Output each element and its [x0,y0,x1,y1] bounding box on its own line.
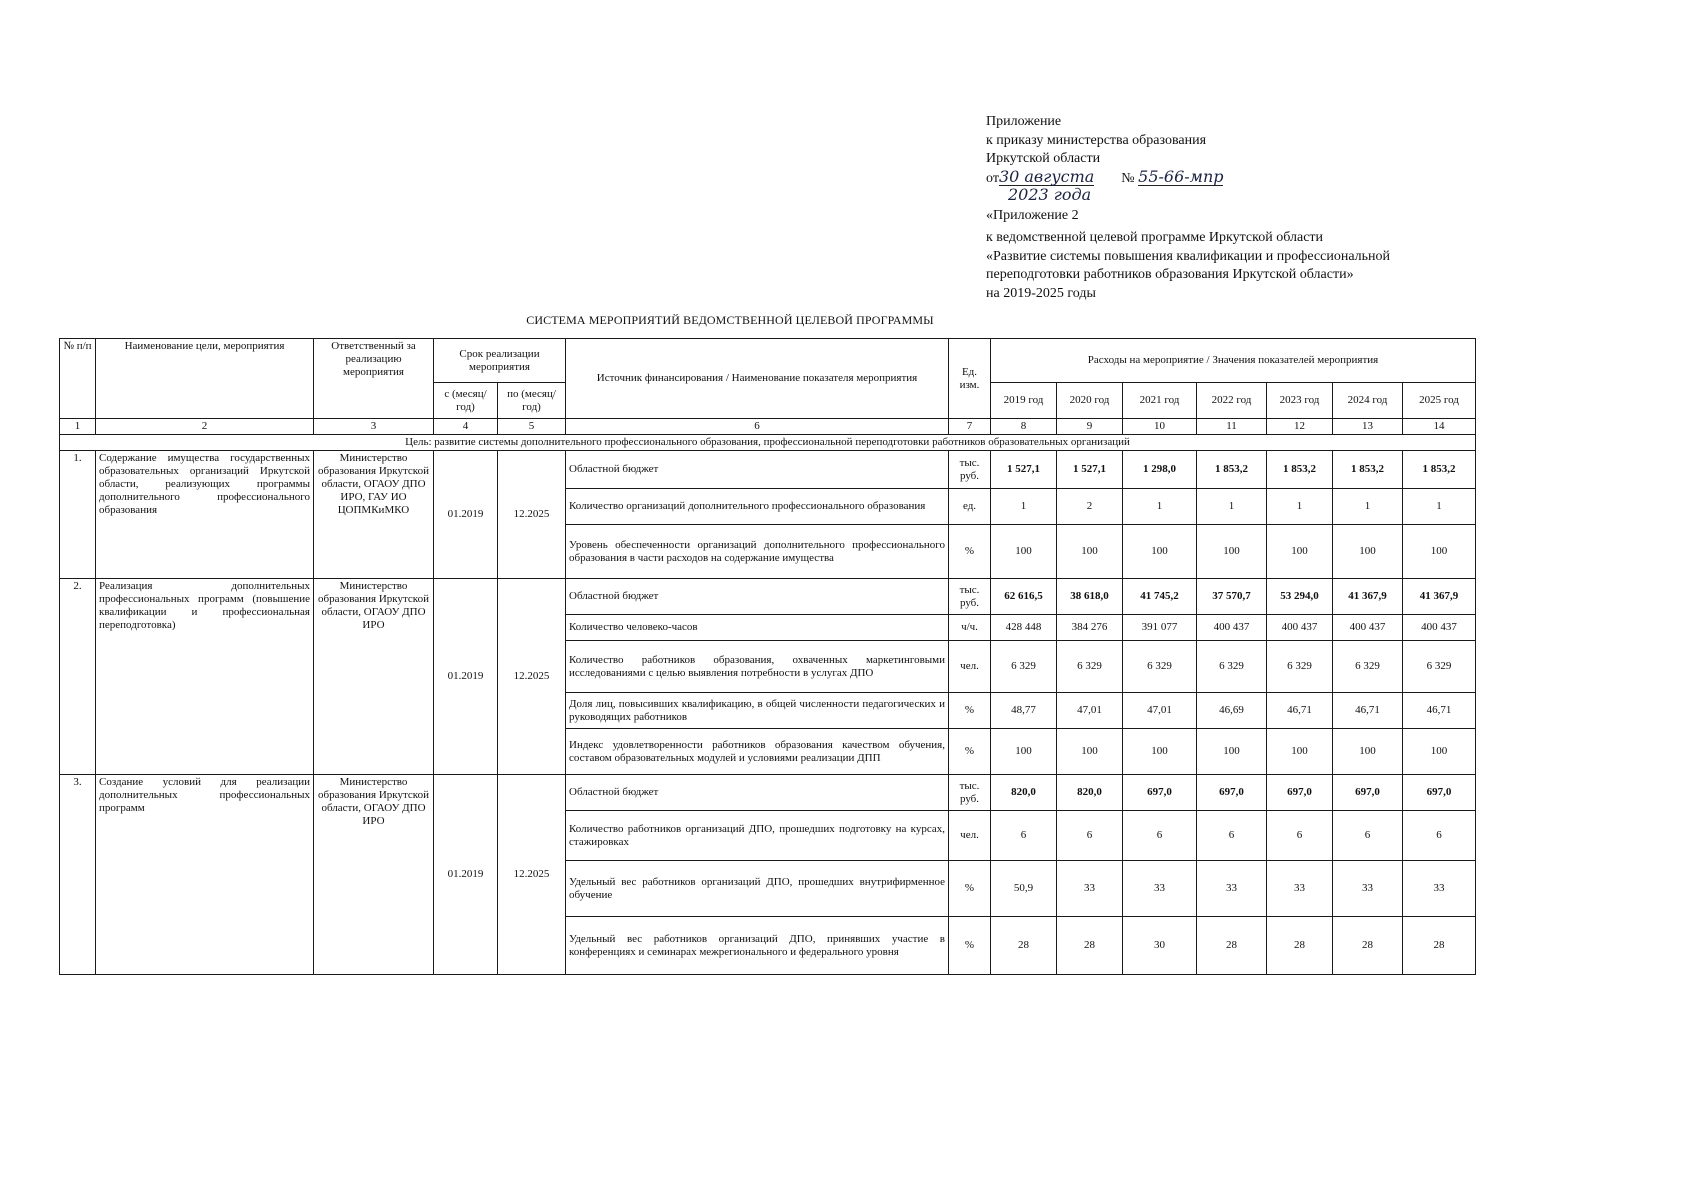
event-number: 2. [60,579,96,775]
col-number: 2 [96,419,314,435]
order-year-line [986,184,1506,207]
indicator-value: 1 [1267,489,1333,525]
indicator-value: 33 [1057,861,1123,917]
col-head-expenses: Расходы на мероприятие / Значения показателей мероприятия [991,339,1476,383]
indicator-value: 1 [1333,489,1403,525]
indicator-value: 47,01 [1123,693,1197,729]
indicator-value: 6 [1123,811,1197,861]
indicator-unit: тыс. руб. [949,775,991,811]
order-date-handwritten: 30 августа [998,166,1095,186]
indicator-value: 6 329 [1403,641,1476,693]
col-number: 8 [991,419,1057,435]
indicator-value: 28 [1267,917,1333,975]
col-head-responsible: Ответственный за реализацию мероприятия [314,339,434,419]
event-name: Создание условий для реализации дополнительных профессиональных программ [96,775,314,975]
indicator-value: 6 329 [1267,641,1333,693]
col-number: 1 [60,419,96,435]
indicator-value: 6 [1403,811,1476,861]
indicator-value: 1 527,1 [991,451,1057,489]
col-number: 10 [1123,419,1197,435]
col-number: 14 [1403,419,1476,435]
appendix2-line-3: «Развитие системы повышения квалификации и профессиональной [986,248,1391,264]
col-head-name: Наименование цели, мероприятия [96,339,314,419]
header-line-appendix: Приложение [986,114,1062,129]
indicator-value: 100 [1267,525,1333,579]
indicator-value: 100 [1123,729,1197,775]
indicator-value: 6 329 [1333,641,1403,693]
indicator-value: 28 [1403,917,1476,975]
col-head-year: 2024 год [1333,383,1403,419]
indicator-value: 41 367,9 [1403,579,1476,615]
header-line-region: Иркутской области [986,151,1101,166]
indicator-value: 384 276 [1057,615,1123,641]
indicator-value: 28 [1057,917,1123,975]
col-number: 3 [314,419,434,435]
event-responsible: Министерство образования Иркутской области, ОГАОУ ДПО ИРО [314,775,434,975]
indicator-value: 697,0 [1267,775,1333,811]
col-head-source: Источник финансирования / Наименование показателя мероприятия [566,339,949,419]
indicator-value: 28 [991,917,1057,975]
indicator-source: Уровень обеспеченности организаций дополнительного профессионального образования в части расходов на содержание имущества [566,525,949,579]
indicator-value: 1 853,2 [1333,451,1403,489]
indicator-source: Индекс удовлетворенности работников образования качеством обучения, составом образовательных модулей и условиями реализации ДПП [566,729,949,775]
event-number: 1. [60,451,96,579]
indicator-value: 47,01 [1057,693,1123,729]
indicator-unit: % [949,693,991,729]
indicator-value: 37 570,7 [1197,579,1267,615]
table-row [60,579,1476,615]
indicator-unit: чел. [949,641,991,693]
col-head-year: 2025 год [1403,383,1476,419]
indicator-value: 697,0 [1197,775,1267,811]
indicator-value: 100 [991,729,1057,775]
indicator-value: 697,0 [1403,775,1476,811]
indicator-value: 46,71 [1333,693,1403,729]
indicator-source: Количество работников образования, охваченных маркетинговыми исследованиями с целью выявления потребности в услугах ДПО [566,641,949,693]
col-head-period: Срок реализации мероприятия [434,339,566,383]
col-head-year: 2020 год [1057,383,1123,419]
indicator-value: 100 [1057,525,1123,579]
indicator-value: 41 367,9 [1333,579,1403,615]
header-row-1 [60,339,1476,383]
events-table [59,338,1476,975]
indicator-source: Количество организаций дополнительного профессионального образования [566,489,949,525]
indicator-value: 400 437 [1197,615,1267,641]
indicator-value: 46,69 [1197,693,1267,729]
indicator-value: 697,0 [1123,775,1197,811]
indicator-source: Областной бюджет [566,451,949,489]
event-responsible: Министерство образования Иркутской области, ОГАОУ ДПО ИРО, ГАУ ИО ЦОПМКиМКО [314,451,434,579]
appendix2-line-1: «Приложение 2 [986,207,1079,223]
indicator-value: 6 329 [1197,641,1267,693]
col-number: 7 [949,419,991,435]
indicator-value: 400 437 [1267,615,1333,641]
goal-text: Цель: развитие системы дополнительного профессионального образования, профессиональной переподготовки работников образовательных организаций [60,435,1476,451]
indicator-value: 1 [1197,489,1267,525]
indicator-value: 2 [1057,489,1123,525]
indicator-source: Областной бюджет [566,775,949,811]
indicator-value: 6 [1333,811,1403,861]
event-from: 01.2019 [434,451,498,579]
indicator-source: Удельный вес работников организаций ДПО, принявших участие в конференциях и семинарах межрегионального и федерального уровня [566,917,949,975]
col-number: 11 [1197,419,1267,435]
indicator-value: 38 618,0 [1057,579,1123,615]
table-row [60,775,1476,811]
indicator-value: 100 [1123,525,1197,579]
event-to: 12.2025 [498,451,566,579]
indicator-value: 33 [1267,861,1333,917]
col-number: 12 [1267,419,1333,435]
order-number-handwritten: 55-66-мпр [1138,166,1224,186]
indicator-source: Удельный вес работников организаций ДПО, прошедших внутрифирменное обучение [566,861,949,917]
col-number: 5 [498,419,566,435]
indicator-value: 100 [1403,729,1476,775]
indicator-value: 46,71 [1403,693,1476,729]
document-title: СИСТЕМА МЕРОПРИЯТИЙ ВЕДОМСТВЕННОЙ ЦЕЛЕВОЙ ПРОГРАММЫ [526,313,934,327]
indicator-value: 28 [1197,917,1267,975]
indicator-value: 100 [991,525,1057,579]
indicator-value: 6 329 [1057,641,1123,693]
indicator-value: 1 527,1 [1057,451,1123,489]
col-number: 9 [1057,419,1123,435]
event-from: 01.2019 [434,775,498,975]
table-row [60,451,1476,489]
event-number: 3. [60,775,96,975]
col-number: 4 [434,419,498,435]
goal-row [60,435,1476,451]
indicator-value: 100 [1333,729,1403,775]
indicator-value: 41 745,2 [1123,579,1197,615]
indicator-value: 6 [1267,811,1333,861]
event-name: Содержание имущества государственных образовательных организаций Иркутской области, реализующих программы дополнительного профессионального образования [96,451,314,579]
indicator-value: 6 [1197,811,1267,861]
indicator-value: 33 [1403,861,1476,917]
indicator-unit: тыс. руб. [949,451,991,489]
indicator-value: 100 [1197,525,1267,579]
col-head-unit: Ед. изм. [949,339,991,419]
indicator-value: 6 [991,811,1057,861]
indicator-value: 33 [1123,861,1197,917]
indicator-value: 100 [1197,729,1267,775]
indicator-source: Доля лиц, повысивших квалификацию, в общей численности педагогических и руководящих работников [566,693,949,729]
appendix2-line-5: на 2019-2025 годы [986,285,1096,301]
indicator-value: 391 077 [1123,615,1197,641]
indicator-value: 820,0 [1057,775,1123,811]
appendix-header [986,113,1506,303]
indicator-value: 1 853,2 [1403,451,1476,489]
appendix2-line-2: к ведомственной целевой программе Иркутской области [986,230,1324,245]
event-name: Реализация дополнительных профессиональных программ (повышение квалификации и профессиональная переподготовка) [96,579,314,775]
order-date-prefix: от [986,170,999,186]
indicator-value: 1 298,0 [1123,451,1197,489]
col-number: 6 [566,419,949,435]
event-to: 12.2025 [498,775,566,975]
indicator-value: 46,71 [1267,693,1333,729]
indicator-value: 48,77 [991,693,1057,729]
indicator-value: 33 [1197,861,1267,917]
indicator-value: 6 329 [1123,641,1197,693]
appendix2-line-4: переподготовки работников образования Иркутской области» [986,267,1354,282]
indicator-value: 1 [1123,489,1197,525]
indicator-value: 28 [1333,917,1403,975]
col-head-year: 2019 год [991,383,1057,419]
indicator-value: 6 329 [991,641,1057,693]
indicator-value: 100 [1267,729,1333,775]
indicator-value: 697,0 [1333,775,1403,811]
indicator-value: 62 616,5 [991,579,1057,615]
indicator-value: 53 294,0 [1267,579,1333,615]
indicator-value: 1 [991,489,1057,525]
indicator-value: 50,9 [991,861,1057,917]
indicator-unit: % [949,729,991,775]
indicator-source: Областной бюджет [566,579,949,615]
indicator-unit: тыс. руб. [949,579,991,615]
order-year-handwritten: 2023 года [1008,184,1092,204]
col-number: 13 [1333,419,1403,435]
indicator-value: 100 [1333,525,1403,579]
col-head-year: 2023 год [1267,383,1333,419]
event-from: 01.2019 [434,579,498,775]
column-numbers-row [60,419,1476,435]
indicator-unit: ч/ч. [949,615,991,641]
header-line-order: к приказу министерства образования [986,132,1207,148]
indicator-unit: % [949,861,991,917]
indicator-value: 820,0 [991,775,1057,811]
indicator-value: 1 853,2 [1267,451,1333,489]
indicator-value: 6 [1057,811,1123,861]
col-head-num: № п/п [60,339,96,419]
indicator-value: 33 [1333,861,1403,917]
indicator-value: 100 [1403,525,1476,579]
event-responsible: Министерство образования Иркутской области, ОГАОУ ДПО ИРО [314,579,434,775]
indicator-value: 1 853,2 [1197,451,1267,489]
col-head-from: с (месяц/ год) [434,383,498,419]
indicator-value: 428 448 [991,615,1057,641]
indicator-value: 30 [1123,917,1197,975]
indicator-value: 1 [1403,489,1476,525]
indicator-source: Количество работников организаций ДПО, прошедших подготовку на курсах, стажировках [566,811,949,861]
indicator-source: Количество человеко-часов [566,615,949,641]
indicator-value: 400 437 [1403,615,1476,641]
indicator-unit: % [949,525,991,579]
indicator-value: 100 [1057,729,1123,775]
order-number-label: № [1121,170,1135,186]
col-head-to: по (месяц/ год) [498,383,566,419]
indicator-unit: % [949,917,991,975]
indicator-unit: чел. [949,811,991,861]
col-head-year: 2021 год [1123,383,1197,419]
indicator-unit: ед. [949,489,991,525]
indicator-value: 400 437 [1333,615,1403,641]
col-head-year: 2022 год [1197,383,1267,419]
event-to: 12.2025 [498,579,566,775]
